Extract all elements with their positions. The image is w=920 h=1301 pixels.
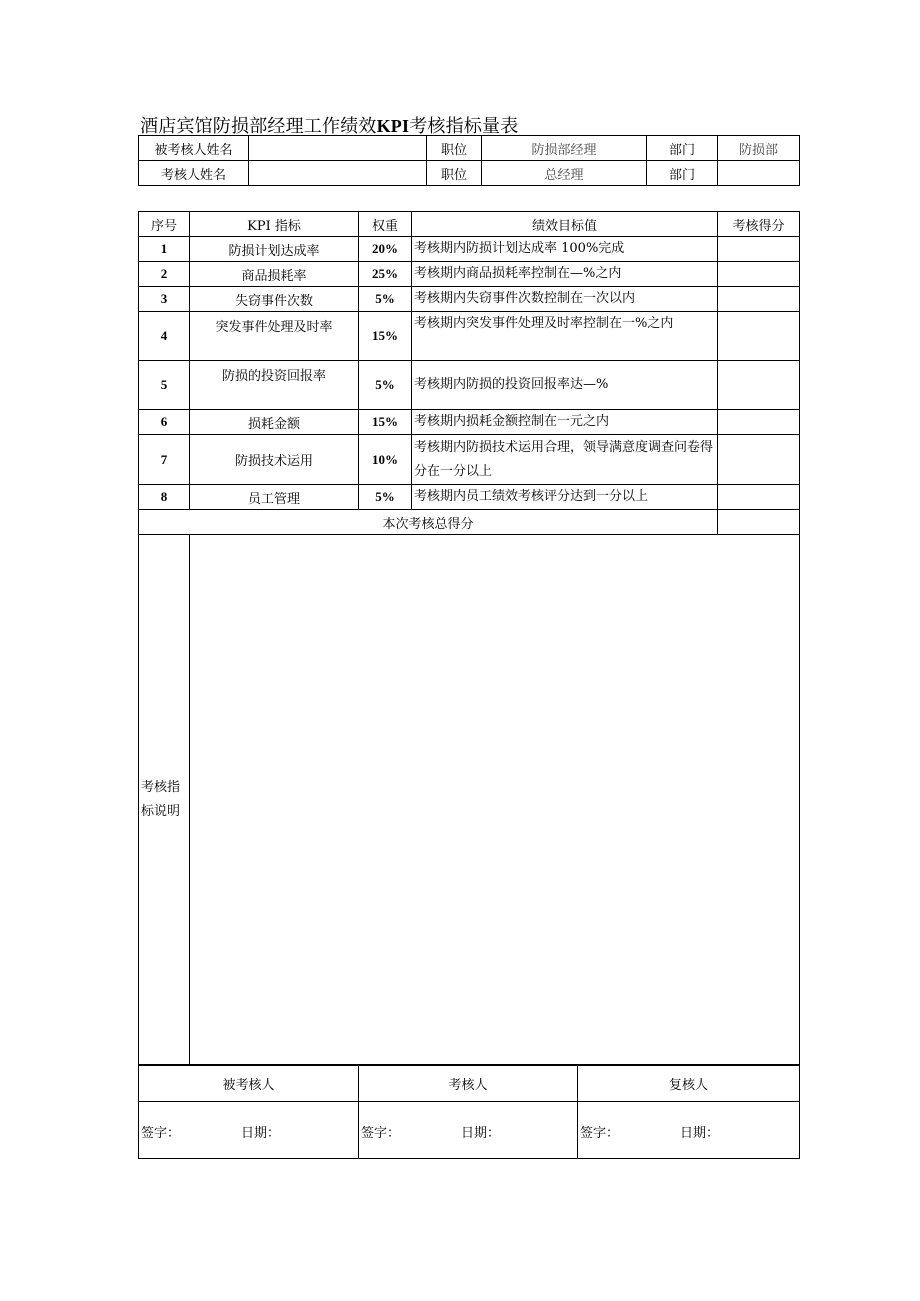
kpi-score-field[interactable] bbox=[718, 287, 800, 312]
sign-label: 签字： bbox=[141, 1126, 181, 1141]
kpi-target: 考核期内防损技术运用合理，领导满意度调查问卷得分在一分以上 bbox=[412, 435, 718, 485]
assessee-position-label: 职位 bbox=[427, 136, 482, 161]
assessee-signature-cell[interactable] bbox=[139, 1102, 359, 1159]
kpi-weight: 5% bbox=[359, 287, 412, 312]
col-header-weight: 权重 bbox=[359, 212, 412, 237]
kpi-row bbox=[139, 410, 800, 435]
kpi-no: 3 bbox=[139, 287, 190, 312]
kpi-row bbox=[139, 287, 800, 312]
kpi-score-field[interactable] bbox=[718, 312, 800, 361]
kpi-no: 5 bbox=[139, 361, 190, 410]
kpi-target: 考核期内失窃事件次数控制在一次以内 bbox=[412, 287, 718, 312]
assessor-name-field[interactable] bbox=[249, 161, 427, 186]
kpi-weight: 5% bbox=[359, 361, 412, 410]
kpi-no: 6 bbox=[139, 410, 190, 435]
kpi-no: 7 bbox=[139, 435, 190, 485]
assessee-name-field[interactable] bbox=[249, 136, 427, 161]
kpi-indicator: 突发事件处理及时率 bbox=[190, 312, 359, 361]
kpi-no: 4 bbox=[139, 312, 190, 361]
kpi-indicator: 商品损耗率 bbox=[190, 262, 359, 287]
assessee-info-table bbox=[138, 135, 800, 186]
kpi-target: 考核期内突发事件处理及时率控制在一%之内 bbox=[412, 312, 718, 361]
kpi-target: 考核期内商品损耗率控制在—%之内 bbox=[412, 262, 718, 287]
col-header-score: 考核得分 bbox=[718, 212, 800, 237]
kpi-indicator: 防损计划达成率 bbox=[190, 237, 359, 262]
kpi-weight: 5% bbox=[359, 485, 412, 510]
kpi-no: 2 bbox=[139, 262, 190, 287]
kpi-row bbox=[139, 485, 800, 510]
kpi-weight: 15% bbox=[359, 410, 412, 435]
signoff-assessor-header: 考核人 bbox=[359, 1065, 578, 1102]
kpi-row bbox=[139, 435, 800, 485]
sign-label: 签字： bbox=[361, 1126, 401, 1141]
signoff-reviewer-header: 复核人 bbox=[578, 1065, 800, 1102]
kpi-score-field[interactable] bbox=[718, 262, 800, 287]
notes-label: 考核指标说明 bbox=[139, 535, 190, 1066]
signoff-assessee-header: 被考核人 bbox=[139, 1065, 359, 1102]
date-label: 日期： bbox=[461, 1126, 501, 1141]
col-header-indicator: KPI 指标 bbox=[190, 212, 359, 237]
assessee-dept-label: 部门 bbox=[647, 136, 718, 161]
kpi-weight: 25% bbox=[359, 262, 412, 287]
kpi-score-field[interactable] bbox=[718, 485, 800, 510]
assessor-position-label: 职位 bbox=[427, 161, 482, 186]
kpi-score-field[interactable] bbox=[718, 361, 800, 410]
kpi-indicator: 失窃事件次数 bbox=[190, 287, 359, 312]
kpi-table bbox=[138, 211, 800, 1066]
assessee-position-value[interactable]: 防损部经理 bbox=[482, 136, 647, 161]
kpi-row bbox=[139, 262, 800, 287]
assessor-position-value[interactable]: 总经理 bbox=[482, 161, 647, 186]
kpi-indicator: 员工管理 bbox=[190, 485, 359, 510]
kpi-indicator: 防损的投资回报率 bbox=[190, 361, 359, 410]
kpi-target: 考核期内损耗金额控制在一元之内 bbox=[412, 410, 718, 435]
kpi-weight: 15% bbox=[359, 312, 412, 361]
col-header-no: 序号 bbox=[139, 212, 190, 237]
kpi-target: 考核期内防损计划达成率 100%完成 bbox=[412, 237, 718, 262]
kpi-row bbox=[139, 237, 800, 262]
assessor-dept-label: 部门 bbox=[647, 161, 718, 186]
sign-label: 签字： bbox=[580, 1126, 620, 1141]
kpi-weight: 20% bbox=[359, 237, 412, 262]
date-label: 日期： bbox=[680, 1126, 720, 1141]
total-score-label: 本次考核总得分 bbox=[139, 510, 718, 535]
notes-row bbox=[139, 535, 800, 1066]
kpi-score-field[interactable] bbox=[718, 435, 800, 485]
total-score-row bbox=[139, 510, 800, 535]
assessor-dept-value[interactable] bbox=[718, 161, 800, 186]
reviewer-signature-cell[interactable] bbox=[578, 1102, 800, 1159]
notes-area[interactable] bbox=[190, 535, 800, 1066]
kpi-indicator: 防损技术运用 bbox=[190, 435, 359, 485]
assessor-row bbox=[139, 161, 800, 186]
kpi-score-field[interactable] bbox=[718, 237, 800, 262]
kpi-row bbox=[139, 361, 800, 410]
signoff-table bbox=[138, 1064, 800, 1159]
date-label: 日期： bbox=[241, 1126, 281, 1141]
col-header-target: 绩效目标值 bbox=[412, 212, 718, 237]
kpi-weight: 10% bbox=[359, 435, 412, 485]
kpi-header-row bbox=[139, 212, 800, 237]
kpi-no: 8 bbox=[139, 485, 190, 510]
page-title: 酒店宾馆防损部经理工作绩效KPI考核指标量表 bbox=[140, 116, 519, 137]
assessor-name-label: 考核人姓名 bbox=[139, 161, 249, 186]
assessee-row bbox=[139, 136, 800, 161]
kpi-indicator: 损耗金额 bbox=[190, 410, 359, 435]
kpi-no: 1 bbox=[139, 237, 190, 262]
kpi-row bbox=[139, 312, 800, 361]
assessor-signature-cell[interactable] bbox=[359, 1102, 578, 1159]
kpi-target: 考核期内防损的投资回报率达—% bbox=[412, 361, 718, 410]
signoff-header-row bbox=[139, 1065, 800, 1102]
signoff-sign-row bbox=[139, 1102, 800, 1159]
kpi-target: 考核期内员工绩效考核评分达到一分以上 bbox=[412, 485, 718, 510]
assessee-dept-value[interactable]: 防损部 bbox=[718, 136, 800, 161]
total-score-field[interactable] bbox=[718, 510, 800, 535]
assessee-name-label: 被考核人姓名 bbox=[139, 136, 249, 161]
kpi-score-field[interactable] bbox=[718, 410, 800, 435]
